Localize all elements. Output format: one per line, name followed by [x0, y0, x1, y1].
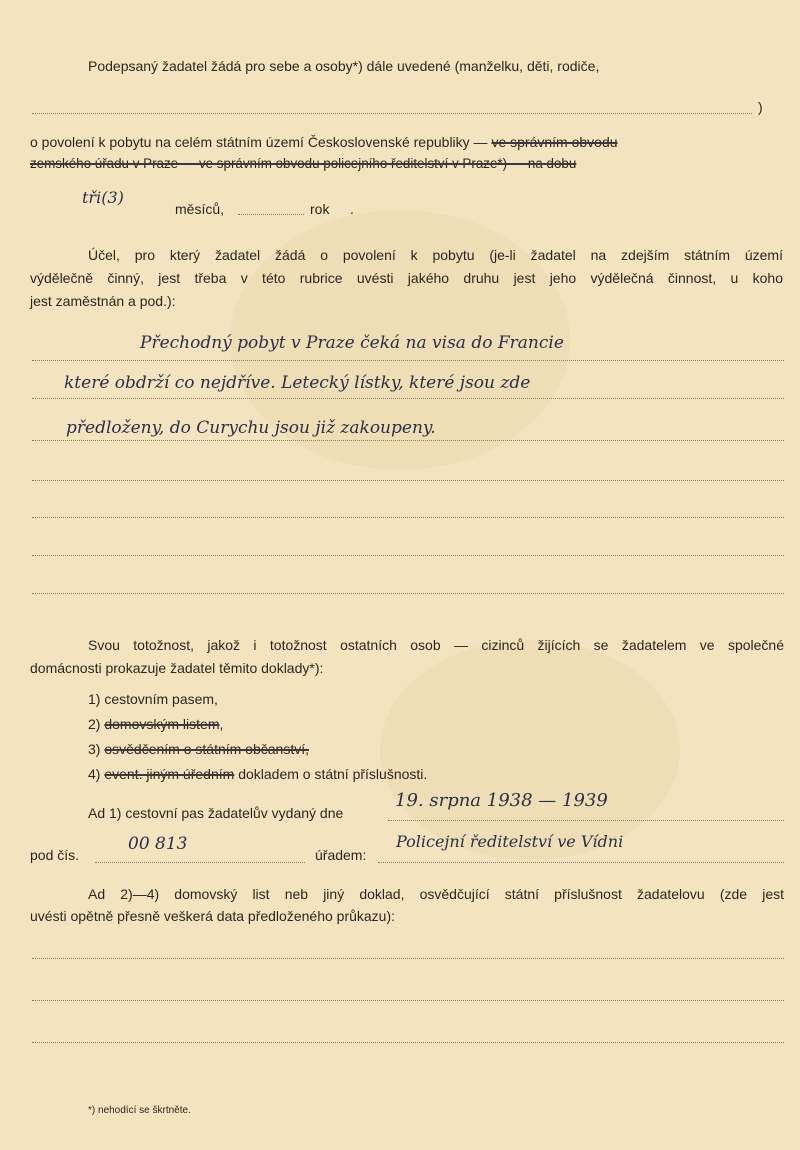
doc-item-1 — [88, 690, 218, 708]
paper-stain — [380, 640, 680, 860]
footnote: *) nehodící se škrtněte. — [88, 1105, 191, 1116]
doc-struck: event. jiným úředním — [104, 766, 235, 782]
years-label: rok — [310, 201, 330, 217]
purpose-line-2: výdělečně činný, jest třeba v této rubrice uvésti jakého druhu jest jeho výdělečná činnost, u koho — [30, 270, 783, 286]
dotted-line — [32, 440, 784, 441]
passport-office-handwritten: Policejní ředitelství ve Vídni — [396, 832, 624, 851]
duration-handwritten: tři(3) — [82, 188, 124, 207]
dotted-line — [32, 958, 784, 959]
dotted-line — [32, 1000, 784, 1001]
identity-line-2: domácnosti prokazuje žadatel těmito doklady*): — [30, 660, 324, 676]
doc-text: cestovním pasem, — [104, 691, 218, 707]
doc-struck: domovským listem — [104, 716, 220, 732]
doc-text: , — [219, 716, 224, 732]
dotted-line — [388, 820, 784, 821]
doc-num: 2) — [88, 716, 101, 732]
dotted-line — [32, 113, 752, 114]
dotted-line — [32, 360, 784, 361]
purpose-line-1: Účel, pro který žadatel žádá o povolení k pobytu (je-li žadatel na zdejším státním území — [88, 247, 783, 263]
identity-line-1: Svou totožnost, jakož i totožnost ostatních osob — cizinců žijících se žadatelem ve společné — [88, 637, 784, 653]
passport-date-handwritten: 19. srpna 1938 — 1939 — [395, 790, 608, 811]
dotted-line — [32, 480, 784, 481]
dotted-line — [95, 862, 305, 863]
duration-end: . — [350, 201, 354, 217]
handwritten-purpose-2: které obdrží co nejdříve. Letecký lístky, které jsou zde — [64, 373, 531, 393]
intro-text: Podepsaný žadatel žádá pro sebe a osoby*) dále uvedené (manželku, děti, rodiče, — [88, 58, 600, 74]
dotted-line — [32, 398, 784, 399]
doc-num: 1) — [88, 691, 101, 707]
doc-item-3 — [88, 740, 309, 758]
doc-num: 4) — [88, 766, 101, 782]
other-docs-line-2: uvésti opětně přesně veškerá data předloženého průkazu): — [30, 908, 396, 924]
handwritten-purpose-1: Přechodný pobyt v Praze čeká na visa do Francie — [140, 333, 564, 353]
permit-text: o povolení k pobytu na celém státním území Československé republiky — — [30, 134, 488, 150]
dotted-line — [32, 593, 784, 594]
dotted-line — [32, 555, 784, 556]
doc-num: 3) — [88, 741, 101, 757]
struck-authority: zemského úřadu v Praze — ve správním obvodu policejního ředitelství v Praze*) — na dobu — [30, 156, 577, 171]
struck-district: ve správním obvodu — [491, 134, 618, 150]
passport-label: Ad 1) cestovní pas žadatelův vydaný dne — [88, 805, 344, 821]
other-docs-line-1: Ad 2)—4) domovský list neb jiný doklad, osvědčující státní příslušnost žadatelovu (zde jest — [88, 886, 784, 902]
close-paren: ) — [758, 99, 763, 115]
purpose-line-3: jest zaměstnán a pod.): — [30, 293, 176, 309]
months-label: měsíců, — [175, 201, 225, 217]
dotted-line — [32, 517, 784, 518]
dotted-line — [32, 1042, 784, 1043]
doc-item-4 — [88, 765, 427, 783]
dotted-line — [238, 214, 304, 215]
doc-struck: osvědčením o státním občanství, — [104, 741, 309, 757]
passport-office-label: úřadem: — [315, 847, 367, 863]
passport-number-label: pod čís. — [30, 847, 80, 863]
doc-item-2 — [88, 715, 223, 733]
permit-line — [30, 133, 618, 151]
doc-text: dokladem o státní příslušnosti. — [238, 766, 428, 782]
dotted-line — [378, 862, 784, 863]
handwritten-purpose-3: předloženy, do Curychu jsou již zakoupeny. — [66, 418, 436, 438]
passport-number-handwritten: 00 813 — [128, 834, 188, 854]
